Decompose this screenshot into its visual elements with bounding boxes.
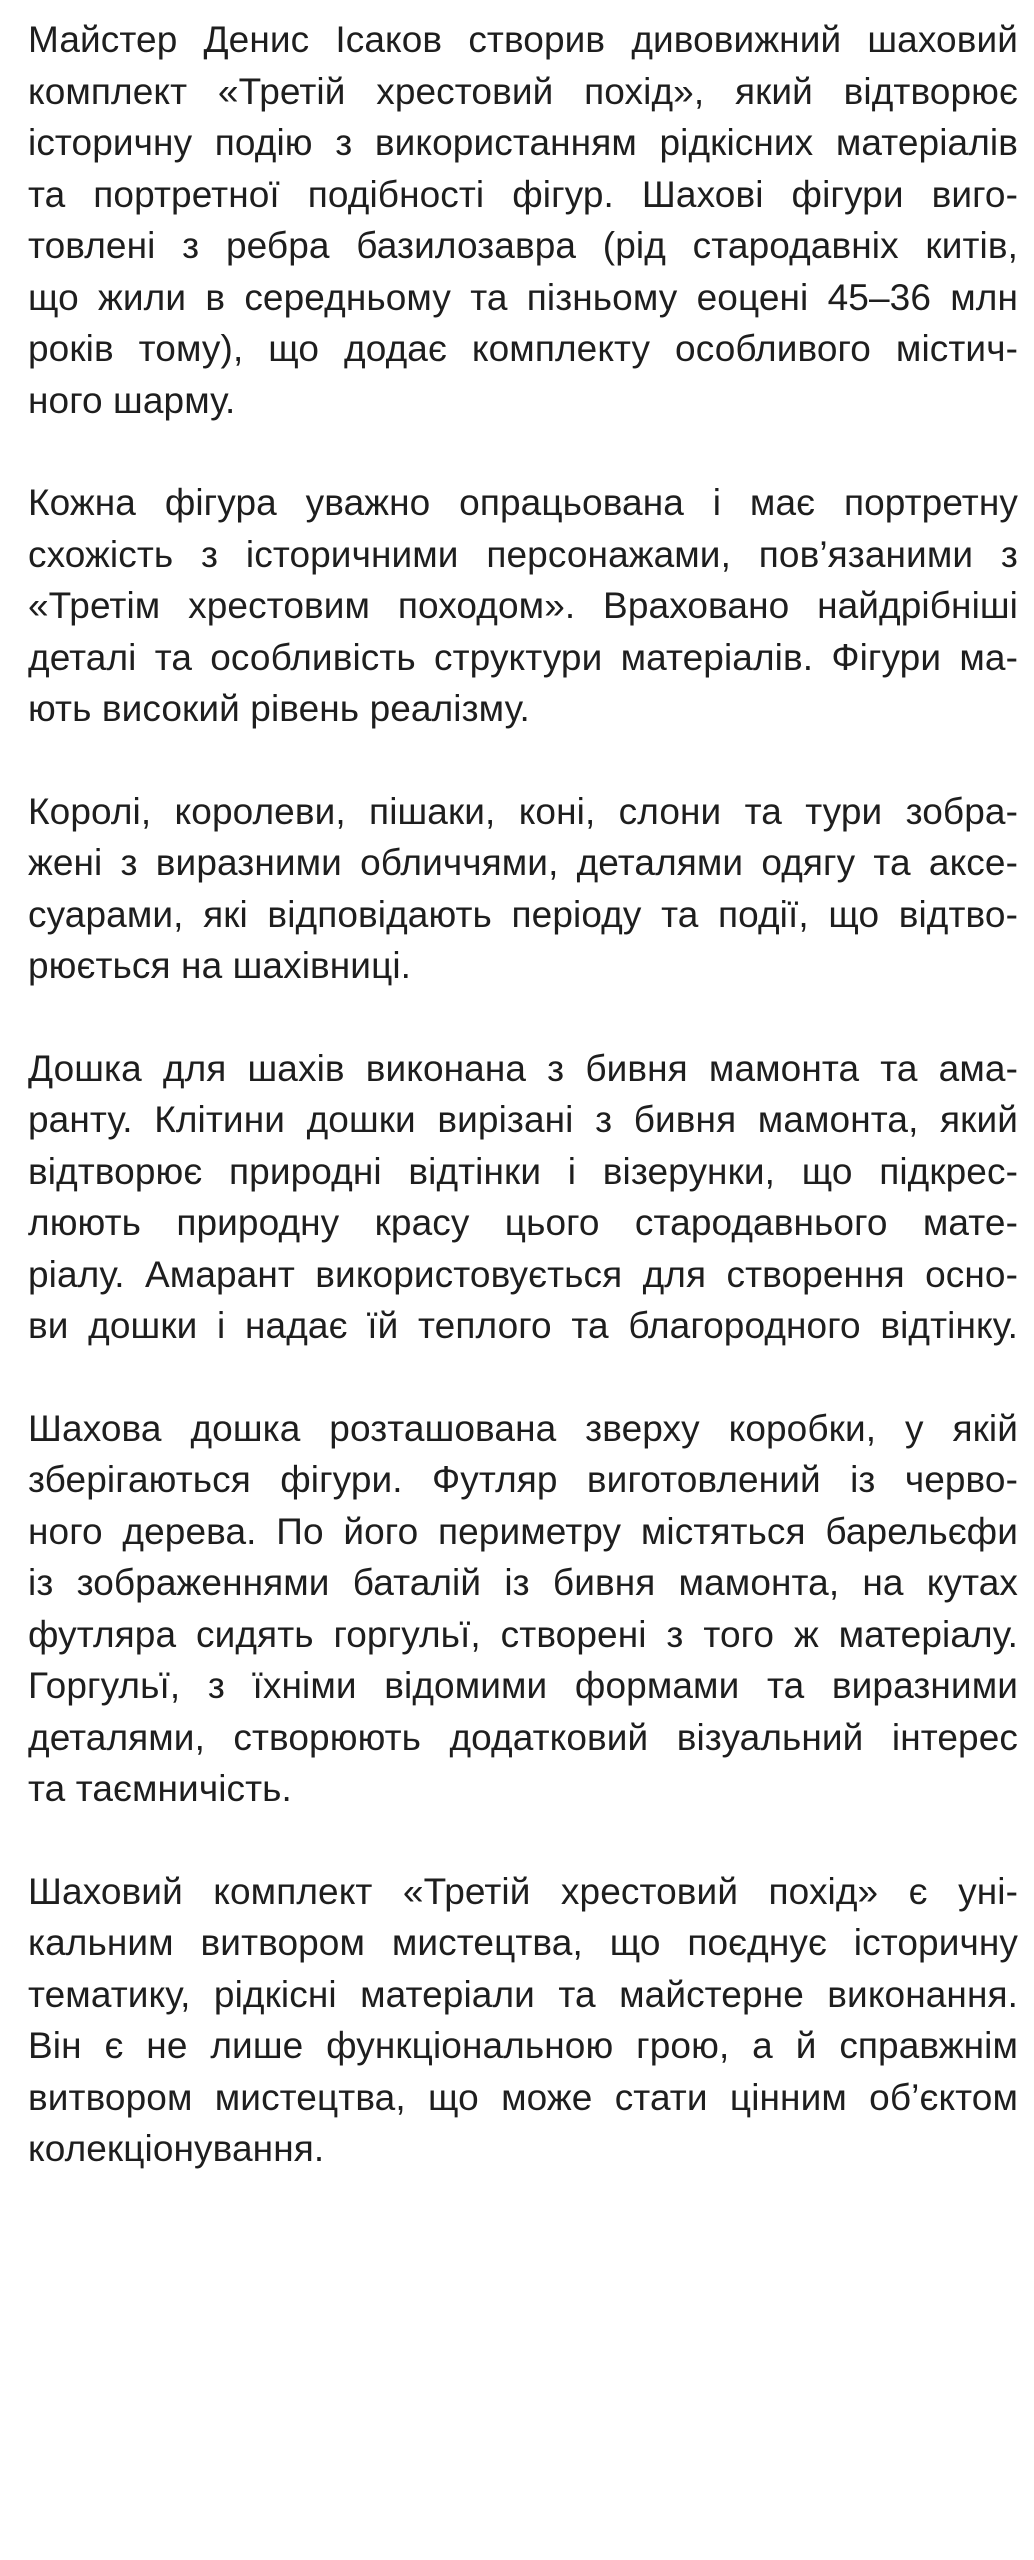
paragraph-5 <box>28 1403 1018 1815</box>
text-line: Шаховий комплект «Третій хрестовий похід» є уні- <box>28 1870 1018 1912</box>
text-line: «Третім хрестовим походом». Враховано найдрібніші <box>28 585 1018 626</box>
text-line: зберігаються фігури. Футляр виготовлений із черво- <box>28 1459 1018 1500</box>
text-line: схожість з історичними персонажами, пов’язаними з <box>28 533 1018 575</box>
text-line: тематику, рідкісні матеріали та майстерне виконання. <box>28 1973 1018 2015</box>
text-line: комплект «Третій хрестовий похід», який відтворює <box>28 70 1018 112</box>
text-line: ють високий рівень реалізму. <box>28 688 530 729</box>
paragraph-4 <box>28 1043 1018 1352</box>
text-line: та портретної подібності фігур. Шахові фігури виго- <box>28 173 1018 215</box>
article-body <box>28 14 1018 2226</box>
text-line: товлені з ребра базилозавра (рід стародавніх китів, <box>28 225 1018 266</box>
text-line: рюється на шахівниці. <box>28 945 412 986</box>
text-line: футляра сидять горгульї, створені з того ж матеріалу. <box>28 1613 1018 1655</box>
text-line: відтворює природні відтінки і візерунки, що підкрес- <box>28 1150 1018 1192</box>
text-line: ного шарму. <box>28 379 236 421</box>
text-line: Майстер Денис Ісаков створив дивовижний шаховий <box>28 19 1018 60</box>
text-line: суарами, які відповідають періоду та події, що відтво- <box>28 893 1018 935</box>
text-line: витвором мистецтва, що може стати цінним об’єктом <box>28 2076 1018 2118</box>
text-line: деталями, створюють додатковий візуальний інтерес <box>28 1716 1018 1758</box>
text-line: Він є не лише функціональною грою, а й справжнім <box>28 2025 1018 2066</box>
text-line: колекціонування. <box>28 2128 325 2169</box>
text-line: Дошка для шахів виконана з бивня мамонта та ама- <box>28 1047 1018 1089</box>
text-line: жені з виразними обличчями, деталями одягу та аксе- <box>28 842 1018 883</box>
text-line: деталі та особливість структури матеріалів. Фігури ма- <box>28 636 1018 678</box>
text-line: Королі, королеви, пішаки, коні, слони та тури зобра- <box>28 790 1018 832</box>
text-line: років тому), що додає комплекту особливого містич- <box>28 328 1018 369</box>
text-line: люють природну красу цього стародавнього мате- <box>28 1202 1018 1243</box>
paragraph-2 <box>28 477 1018 735</box>
text-line: із зображеннями баталій із бивня мамонта, на кутах <box>28 1562 1018 1603</box>
text-line: ріалу. Амарант використовується для створення осно- <box>28 1253 1018 1295</box>
paragraph-6 <box>28 1866 1018 2175</box>
text-line: та таємничість. <box>28 1768 292 1809</box>
text-line: ранту. Клітини дошки вирізані з бивня мамонта, який <box>28 1099 1018 1140</box>
paragraph-1 <box>28 14 1018 426</box>
text-line: Шахова дошка розташована зверху коробки, у якій <box>28 1407 1018 1449</box>
text-line: кальним витвором мистецтва, що поєднує історичну <box>28 1922 1018 1963</box>
text-line: ви дошки і надає їй теплого та благородного відтінку. <box>28 1305 1018 1346</box>
paragraph-3 <box>28 786 1018 992</box>
text-line: Горгульї, з їхніми відомими формами та виразними <box>28 1665 1018 1706</box>
text-line: що жили в середньому та пізньому еоцені 45–36 млн <box>28 276 1018 318</box>
text-line: історичну подію з використанням рідкісних матеріалів <box>28 122 1018 163</box>
text-line: Кожна фігура уважно опрацьована і має портретну <box>28 482 1018 523</box>
text-line: ного дерева. По його периметру містяться барельєфи <box>28 1510 1018 1552</box>
